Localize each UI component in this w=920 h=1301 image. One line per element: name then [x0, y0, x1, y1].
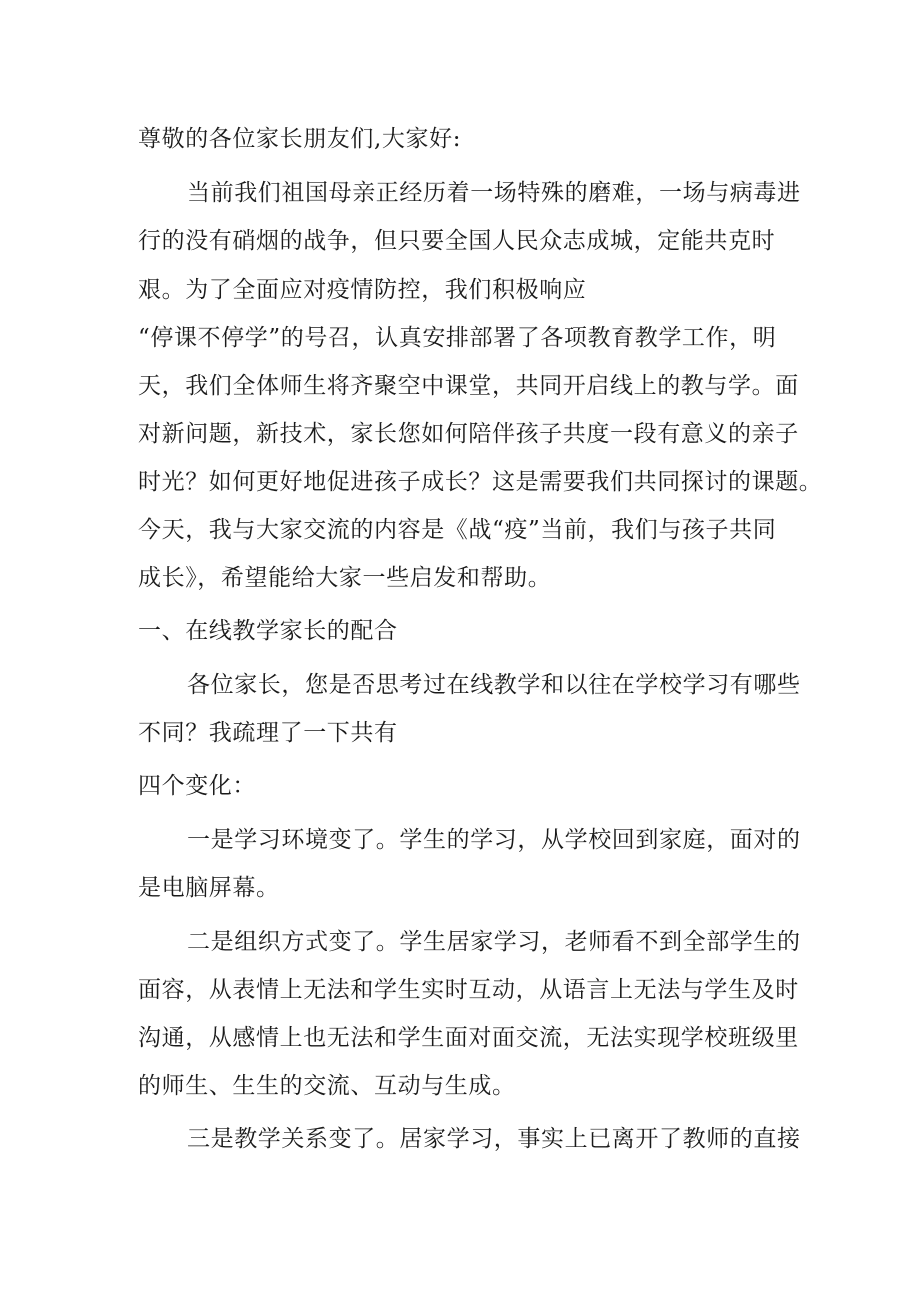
section-heading: 一、在线教学家长的配合	[138, 618, 398, 644]
paragraph-4-line-3: 沟通，从感情上也无法和学生面对面交流，无法实现学校班级里	[138, 1025, 799, 1051]
paragraph-2-line-3: 四个变化：	[138, 773, 256, 799]
paragraph-2-line-2: 不同？我疏理了一下共有	[138, 720, 398, 746]
paragraph-4-line-2: 面容，从表情上无法和学生实时互动，从语言上无法与学生及时	[138, 977, 799, 1003]
paragraph-2-line-1: 各位家长，您是否思考过在线教学和以往在学校学习有哪些	[187, 672, 801, 698]
paragraph-1-line-7: 时光？如何更好地促进孩子成长？这是需要我们共同探讨的课题。	[138, 469, 823, 495]
paragraph-1-line-1: 当前我们祖国母亲正经历着一场特殊的磨难，一场与病毒进	[187, 180, 801, 206]
paragraph-3-line-2: 是电脑屏幕。	[138, 875, 280, 901]
paragraph-1-line-6: 对新问题，新技术，家长您如何陪伴孩子共度一段有意义的亲子	[138, 421, 799, 447]
greeting-line: 尊敬的各位家长朋友们,大家好:	[138, 126, 462, 152]
paragraph-4-line-1: 二是组织方式变了。学生居家学习，老师看不到全部学生的	[187, 929, 801, 955]
paragraph-1-line-4: “停课不停学”的号召，认真安排部署了各项教育教学工作，明	[138, 325, 777, 351]
paragraph-4-line-4: 的师生、生生的交流、互动与生成。	[138, 1073, 516, 1099]
paragraph-1-line-5: 天，我们全体师生将齐聚空中课堂，共同开启线上的教与学。面	[138, 373, 799, 399]
paragraph-1-line-8: 今天，我与大家交流的内容是《战“疫”当前，我们与孩子共同	[138, 517, 777, 543]
paragraph-1-line-9: 成长》，希望能给大家一些启发和帮助。	[138, 565, 552, 591]
paragraph-1-line-2: 行的没有硝烟的战争，但只要全国人民众志成城，定能共克时	[138, 228, 776, 254]
paragraph-3-line-1: 一是学习环境变了。学生的学习，从学校回到家庭，面对的	[187, 827, 801, 853]
paragraph-1-line-3: 艰。为了全面应对疫情防控，我们积极响应	[138, 277, 587, 303]
paragraph-5-line-1: 三是教学关系变了。居家学习，事实上已离开了教师的直接	[187, 1126, 801, 1152]
